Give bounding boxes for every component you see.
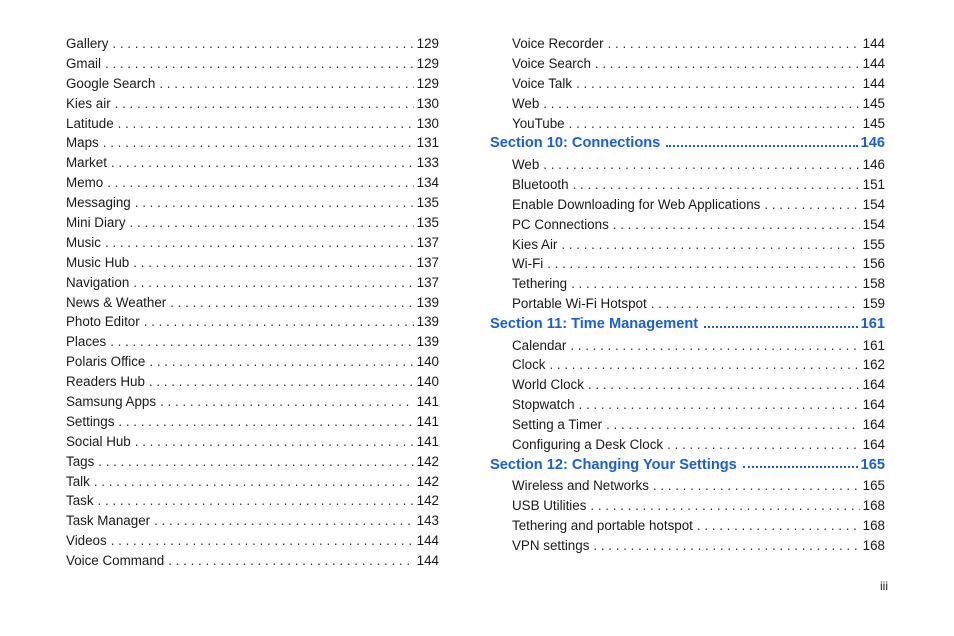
dot-leader <box>608 34 860 54</box>
toc-entry[interactable] <box>66 372 439 392</box>
dot-leader <box>112 34 413 54</box>
section-page-number: 165 <box>860 456 885 473</box>
toc-entry-title: Navigation <box>66 274 130 290</box>
dot-leader <box>576 74 860 94</box>
toc-entry[interactable] <box>490 114 885 134</box>
dot-leader <box>130 213 414 233</box>
toc-entry-title: Memo <box>66 175 104 191</box>
dot-leader <box>561 235 859 255</box>
toc-entry-page: 130 <box>416 95 439 111</box>
toc-entry[interactable] <box>66 34 439 54</box>
toc-entry-title: Web <box>512 156 540 172</box>
toc-entry-page: 156 <box>862 256 885 272</box>
toc-entry-title: Task <box>66 493 94 509</box>
dot-leader <box>118 412 413 432</box>
toc-entry-page: 135 <box>416 195 439 211</box>
dot-leader <box>111 153 414 173</box>
toc-entry-page: 139 <box>416 294 439 310</box>
toc-entry-title: Clock <box>512 357 546 373</box>
toc-entry-title: Latitude <box>66 115 114 131</box>
toc-entry-page: 164 <box>862 437 885 453</box>
toc-entry-page: 129 <box>416 75 439 91</box>
toc-entry[interactable] <box>490 235 885 255</box>
toc-entry-page: 143 <box>416 513 439 529</box>
toc-entry-page: 155 <box>862 236 885 252</box>
toc-entry[interactable] <box>490 294 885 314</box>
toc-entry-title: News & Weather <box>66 294 167 310</box>
toc-entry[interactable] <box>66 491 439 511</box>
dot-leader <box>547 254 859 274</box>
toc-entry-title: Settings <box>66 413 115 429</box>
toc-entry[interactable] <box>66 352 439 372</box>
toc-entry-page: 144 <box>416 533 439 549</box>
page-number: iii <box>880 579 888 593</box>
dot-leader <box>133 273 413 293</box>
toc-entry-title: Setting a Timer <box>512 417 603 433</box>
dot-leader <box>159 74 413 94</box>
toc-entry[interactable] <box>490 254 885 274</box>
toc-entry[interactable] <box>66 452 439 472</box>
dot-leader <box>549 355 859 375</box>
toc-entry[interactable] <box>66 153 439 173</box>
dot-leader <box>595 54 860 74</box>
toc-entry-page: 164 <box>862 397 885 413</box>
dot-leader <box>94 472 414 492</box>
dot-leader <box>149 372 414 392</box>
dot-leader <box>593 536 859 556</box>
toc-entry-page: 142 <box>416 493 439 509</box>
toc-entry-page: 134 <box>416 175 439 191</box>
toc-entry-page: 129 <box>416 36 439 51</box>
dot-leader <box>588 375 860 395</box>
toc-entry[interactable] <box>490 336 885 356</box>
toc-entry[interactable] <box>490 155 885 175</box>
toc-entry-page: 129 <box>416 55 439 71</box>
toc-entry[interactable] <box>66 173 439 193</box>
toc-entry-title: USB Utilities <box>512 498 587 514</box>
toc-entry-title: Tags <box>66 453 95 469</box>
toc-entry-title: Configuring a Desk Clock <box>512 437 664 453</box>
toc-entry-title: World Clock <box>512 377 584 393</box>
toc-entry[interactable] <box>490 175 885 195</box>
toc-entry[interactable] <box>490 435 885 455</box>
toc-entry-page: 158 <box>862 276 885 292</box>
toc-entry-title: Voice Recorder <box>512 36 604 51</box>
toc-entry[interactable] <box>490 215 885 235</box>
toc-entry-page: 151 <box>862 176 885 192</box>
toc-entry[interactable] <box>66 273 439 293</box>
toc-entry-title: Music Hub <box>66 254 130 270</box>
toc-entry-page: 141 <box>416 394 439 410</box>
toc-entry-page: 168 <box>862 538 885 554</box>
dot-leader <box>107 173 413 193</box>
toc-entry[interactable] <box>66 432 439 452</box>
dot-leader <box>569 114 860 134</box>
toc-entry[interactable] <box>66 551 439 571</box>
toc-entry-page: 145 <box>862 115 885 131</box>
toc-entry-title: Photo Editor <box>66 314 140 330</box>
toc-entry[interactable] <box>66 94 439 114</box>
toc-left-column <box>66 34 439 571</box>
toc-entry-page: 140 <box>416 374 439 390</box>
toc-entry-title: Voice Search <box>512 55 591 71</box>
toc-entry-title: Bluetooth <box>512 176 569 192</box>
dot-leader <box>697 516 860 536</box>
toc-entry-title: Gallery <box>66 36 109 51</box>
dot-leader <box>571 274 860 294</box>
dot-leader <box>573 175 860 195</box>
dot-leader <box>118 114 414 134</box>
toc-entry[interactable] <box>490 54 885 74</box>
toc-entry-title: Social Hub <box>66 433 131 449</box>
dot-leader <box>110 332 413 352</box>
toc-entry-title: Enable Downloading for Web Applications <box>512 196 761 212</box>
toc-entry-page: 137 <box>416 274 439 290</box>
toc-entry[interactable] <box>490 94 885 114</box>
toc-entry[interactable] <box>490 415 885 435</box>
toc-entry-title: Google Search <box>66 75 156 91</box>
dot-leader <box>743 465 858 468</box>
toc-entry-title: Kies Air <box>512 236 558 252</box>
toc-entry-title: Tethering and portable hotspot <box>512 518 693 534</box>
toc-entry[interactable] <box>66 531 439 551</box>
toc-entry-page: 164 <box>862 417 885 433</box>
section-title: Section 10: Connections <box>490 135 661 152</box>
toc-entry-page: 165 <box>862 478 885 494</box>
dot-leader <box>543 94 859 114</box>
dot-leader <box>98 452 413 472</box>
toc-entry-title: Places <box>66 334 107 350</box>
toc-entry-title: Messaging <box>66 195 131 211</box>
toc-entry-title: Tethering <box>512 276 568 292</box>
toc-entry-title: Videos <box>66 533 107 549</box>
toc-entry-title: Mini Diary <box>66 215 126 231</box>
toc-entry-title: Maps <box>66 135 99 151</box>
toc-entry[interactable] <box>66 253 439 273</box>
toc-entry-title: Voice Talk <box>512 75 573 91</box>
toc-entry-page: 144 <box>862 55 885 71</box>
section-heading[interactable] <box>490 455 885 477</box>
dot-leader <box>160 392 414 412</box>
dot-leader <box>105 54 414 74</box>
toc-entry[interactable] <box>66 293 439 313</box>
section-page-number: 146 <box>860 135 885 152</box>
toc-entry-title: Gmail <box>66 55 101 71</box>
toc-entry-title: Portable Wi-Fi Hotspot <box>512 296 647 312</box>
dot-leader <box>704 325 857 328</box>
toc-entry[interactable] <box>66 511 439 531</box>
toc-entry-page: 145 <box>862 95 885 111</box>
section-heading[interactable] <box>490 133 885 155</box>
dot-leader <box>135 432 414 452</box>
dot-leader <box>115 94 414 114</box>
toc-entry[interactable] <box>490 496 885 516</box>
toc-right-column <box>490 34 885 556</box>
toc-entry[interactable] <box>66 213 439 233</box>
dot-leader <box>590 496 859 516</box>
toc-entry[interactable] <box>66 74 439 94</box>
toc-entry-page: 161 <box>862 337 885 353</box>
toc-entry-title: Voice Command <box>66 553 165 569</box>
toc-entry[interactable] <box>66 392 439 412</box>
toc-entry[interactable] <box>490 516 885 536</box>
dot-leader <box>579 395 860 415</box>
dot-leader <box>651 294 860 314</box>
toc-entry-title: VPN settings <box>512 538 590 554</box>
dot-leader <box>103 133 414 153</box>
toc-entry[interactable] <box>66 332 439 352</box>
dot-leader <box>133 253 413 273</box>
toc-entry-title: Stopwatch <box>512 397 575 413</box>
dot-leader <box>653 476 860 496</box>
dot-leader <box>168 551 413 571</box>
toc-entry-title: Wireless and Networks <box>512 478 649 494</box>
toc-entry[interactable] <box>490 274 885 294</box>
dot-leader <box>570 336 859 356</box>
toc-entry-page: 142 <box>416 473 439 489</box>
toc-entry-title: Wi-Fi <box>512 256 544 272</box>
dot-leader <box>144 312 414 332</box>
section-title: Section 11: Time Management <box>490 316 699 333</box>
toc-entry-page: 139 <box>416 314 439 330</box>
toc-entry-page: 164 <box>862 377 885 393</box>
toc-entry-title: Polaris Office <box>66 354 146 370</box>
toc-entry[interactable] <box>66 114 439 134</box>
toc-entry[interactable] <box>490 536 885 556</box>
toc-entry-title: Readers Hub <box>66 374 145 390</box>
toc-entry-page: 140 <box>416 354 439 370</box>
dot-leader <box>105 233 414 253</box>
toc-entry-page: 141 <box>416 413 439 429</box>
toc-entry-page: 162 <box>862 357 885 373</box>
toc-entry-page: 168 <box>862 518 885 534</box>
toc-entry[interactable] <box>490 355 885 375</box>
toc-entry-page: 144 <box>862 36 885 51</box>
dot-leader <box>170 293 413 313</box>
dot-leader <box>135 193 414 213</box>
toc-entry[interactable] <box>66 54 439 74</box>
toc-entry-title: Talk <box>66 473 90 489</box>
toc-entry-title: Market <box>66 155 107 171</box>
toc-entry-title: Task Manager <box>66 513 151 529</box>
dot-leader <box>98 491 414 511</box>
toc-entry-page: 146 <box>862 156 885 172</box>
section-heading[interactable] <box>490 314 885 336</box>
toc-entry-page: 135 <box>416 215 439 231</box>
toc-entry[interactable] <box>490 195 885 215</box>
toc-entry[interactable] <box>66 412 439 432</box>
toc-entry[interactable] <box>490 34 885 54</box>
dot-leader <box>543 155 859 175</box>
toc-entry[interactable] <box>66 133 439 153</box>
section-title: Section 12: Changing Your Settings <box>490 456 737 473</box>
dot-leader <box>764 195 859 215</box>
toc-entry-title: Web <box>512 95 540 111</box>
toc-entry-page: 131 <box>416 135 439 151</box>
toc-entry-page: 137 <box>416 254 439 270</box>
toc-entry-title: Samsung Apps <box>66 394 157 410</box>
dot-leader <box>667 435 860 455</box>
toc-entry-title: PC Connections <box>512 216 609 232</box>
toc-entry[interactable] <box>490 74 885 94</box>
dot-leader <box>606 415 860 435</box>
toc-entry-page: 141 <box>416 433 439 449</box>
dot-leader <box>154 511 414 531</box>
dot-leader <box>111 531 414 551</box>
toc-entry[interactable] <box>490 395 885 415</box>
toc-entry-page: 144 <box>416 553 439 569</box>
toc-entry-page: 168 <box>862 498 885 514</box>
toc-entry-page: 142 <box>416 453 439 469</box>
section-page-number: 161 <box>860 316 885 333</box>
toc-entry-page: 139 <box>416 334 439 350</box>
toc-entry-page: 154 <box>862 216 885 232</box>
toc-entry[interactable] <box>66 312 439 332</box>
toc-entry-title: Music <box>66 234 101 250</box>
toc-entry[interactable] <box>66 233 439 253</box>
toc-entry-page: 159 <box>862 296 885 312</box>
toc-entry-title: YouTube <box>512 115 565 131</box>
dot-leader <box>613 215 860 235</box>
dot-leader <box>666 144 857 147</box>
toc-entry[interactable] <box>66 472 439 492</box>
toc-entry-title: Calendar <box>512 337 567 353</box>
toc-entry-page: 133 <box>416 155 439 171</box>
toc-entry[interactable] <box>490 476 885 496</box>
toc-entry[interactable] <box>490 375 885 395</box>
toc-entry-page: 137 <box>416 234 439 250</box>
toc-entry-page: 154 <box>862 196 885 212</box>
toc-entry-page: 130 <box>416 115 439 131</box>
toc-entry-title: Kies air <box>66 95 111 111</box>
toc-entry-page: 144 <box>862 75 885 91</box>
dot-leader <box>149 352 413 372</box>
toc-entry[interactable] <box>66 193 439 213</box>
